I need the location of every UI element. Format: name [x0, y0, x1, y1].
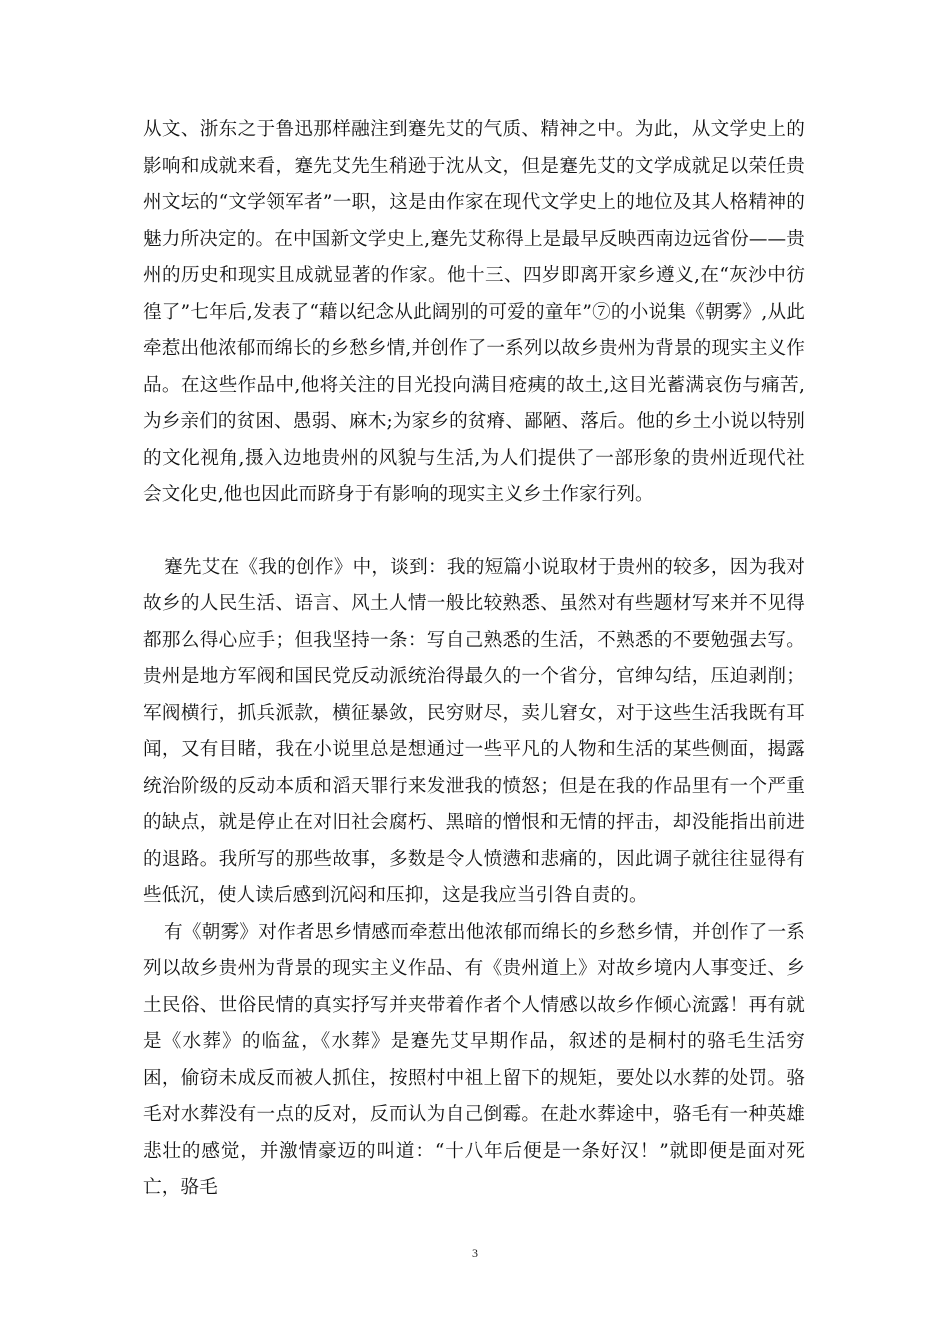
document-body — [143, 112, 805, 1207]
paragraph-3: 有《朝雾》对作者思乡情感而牵惹出他浓郁而绵长的乡愁乡情，并创作了一系列以故乡贵州为背景的现实主义作品、有《贵州道上》对故乡境内人事变迁、乡土民俗、世俗民情的真实抒写并夹带着作者个人情感以故乡作倾心流露！再有就是《水葬》的临盆，《水葬》是蹇先艾早期作品，叙述的是桐村的骆毛生活穷困，偷窃未成反而被人抓住，按照村中祖上留下的规矩，要处以水葬的处罚。骆毛对水葬没有一点的反对，反而认为自己倒霉。在赴水葬途中，骆毛有一种英雄悲壮的感觉，并激情豪迈的叫道：“十八年后便是一条好汉！”就即便是面对死亡，骆毛 — [143, 921, 805, 1198]
page-number: 3 — [472, 1246, 478, 1260]
paragraph-2: 蹇先艾在《我的创作》中，谈到：我的短篇小说取材于贵州的较多，因为我对故乡的人民生活、语言、风土人情一般比较熟悉、虽然对有些题材写来并不见得都那么得心应手；但我坚持一条：写自己熟悉的生活，不熟悉的不要勉强去写。贵州是地方军阀和国民党反动派统治得最久的一个省分，官绅勾结，压迫剥削；军阀横行，抓兵派款，横征暴敛，民穷财尽，卖儿窘女，对于这些生活我既有耳闻，又有目睹，我在小说里总是想通过一些平凡的人物和生活的某些侧面，揭露统治阶级的反动本质和滔天罪行来发泄我的愤怒；但是在我的作品里有一个严重的缺点，就是停止在对旧社会腐朽、黑暗的憎恨和无情的抨击，却没能指出前进的退路。我所写的那些故事，多数是令人愤懑和悲痛的，因此调子就往往显得有些低沉，使人读后感到沉闷和压抑，这是我应当引咎自责的。 — [143, 556, 805, 906]
paragraph-1: 从文、浙东之于鲁迅那样融注到蹇先艾的气质、精神之中。为此，从文学史上的影响和成就来看，蹇先艾先生稍逊于沈从文，但是蹇先艾的文学成就足以荣任贵州文坛的“文学领军者”一职，这是由作家在现代文学史上的地位及其人格精神的魅力所决定的。在中国新文学史上,蹇先艾称得上是最早反映西南边远省份——贵州的历史和现实且成就显著的作家。他十三、四岁即离开家乡遵义,在“灰沙中彷徨了”七年后,发表了“藉以纪念从此阔别的可爱的童年”⑦的小说集《朝雾》,从此牵惹出他浓郁而绵长的乡愁乡情,并创作了一系列以故乡贵州为背景的现实主义作品。在这些作品中,他将关注的目光投向满目疮痍的故土,这目光蓄满哀伤与痛苦,为乡亲们的贫困、愚弱、麻木;为家乡的贫瘠、鄙陋、落后。他的乡土小说以特别的文化视角,摄入边地贵州的风貌与生活,为人们提供了一部形象的贵州近现代社会文化史,他也因此而跻身于有影响的现实主义乡土作家行列。 — [143, 119, 805, 505]
paragraph-gap — [143, 514, 805, 550]
